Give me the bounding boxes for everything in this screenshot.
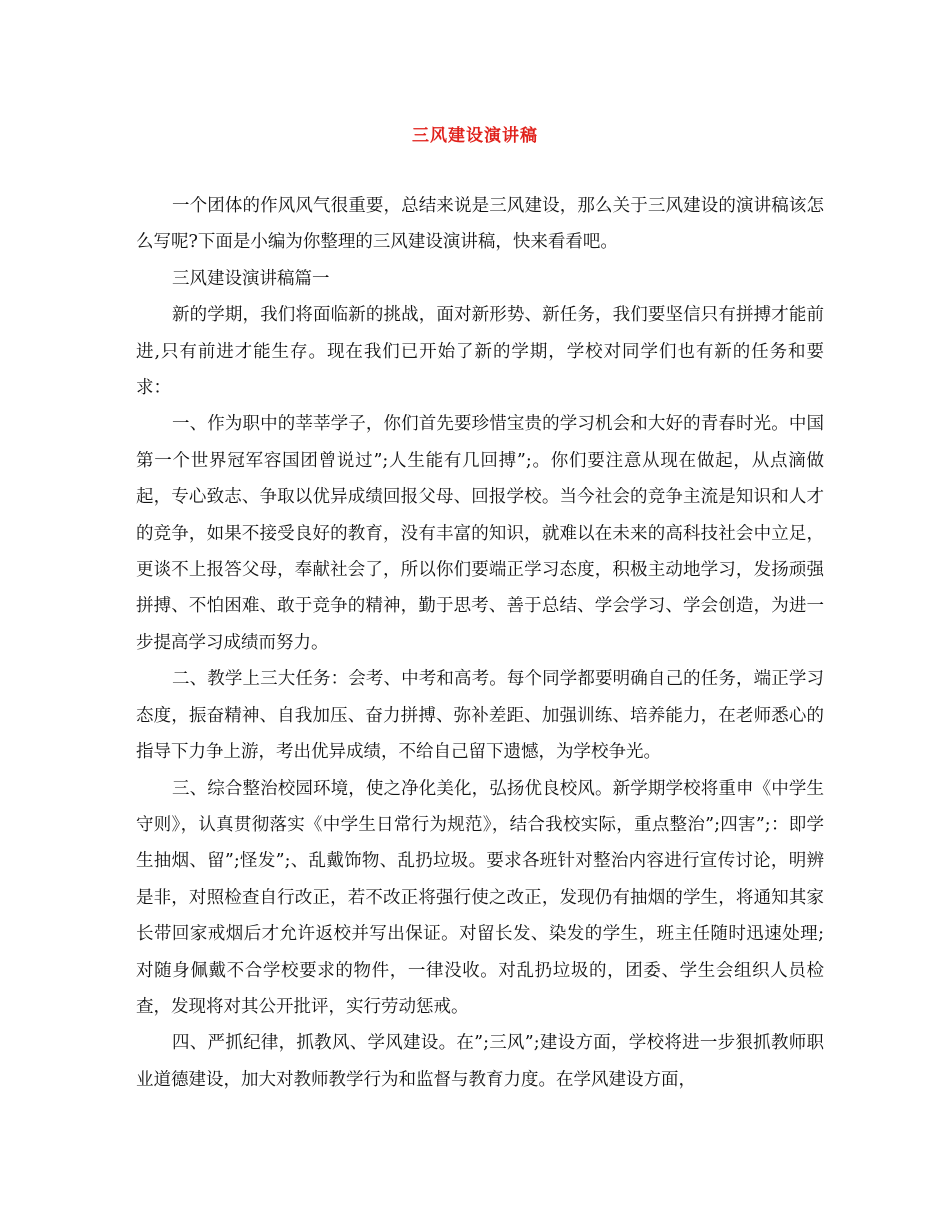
paragraph-new-semester: 新的学期，我们将面临新的挑战，面对新形势、新任务，我们要坚信只有拼搏才能前进,只有前进才能生存。现在我们已开始了新的学期，学校对同学们也有新的任务和要求：	[136, 305, 824, 399]
paragraph-intro: 一个团体的作风风气很重要，总结来说是三风建设，那么关于三风建设的演讲稿该怎么写呢?下面是小编为你整理的三风建设演讲稿，快来看看吧。	[136, 196, 824, 253]
document-title: 三风建设演讲稿	[412, 126, 538, 146]
paragraph-section-heading: 三风建设演讲稿篇一	[172, 268, 330, 289]
paragraph-point-one: 一、作为职中的莘莘学子，你们首先要珍惜宝贵的学习机会和大好的青春时光。中国第一个世界冠军容国团曾说过”;人生能有几回搏”;。你们要注意从现在做起，从点滴做起，专心致志、争取以优异成绩回报父母、回报学校。当今社会的竞争主流是知识和人才的竞争，如果不接受良好的教育，没有丰富的知识，就难以在未来的高科技社会中立足，更谈不上报答父母，奉献社会了，所以你们要端正学习态度，积极主动地学习，发扬顽强拼搏、不怕困难、敢于竞争的精神，勤于思考、善于总结、学会学习、学会创造，为进一步提高学习成绩而努力。	[136, 414, 824, 653]
paragraph-point-three: 三、综合整治校园环境，使之净化美化，弘扬优良校风。新学期学校将重申《中学生守则》，认真贯彻落实《中学生日常行为规范》，结合我校实际，重点整治”;四害”;：即学生抽烟、留”;怪发”;、乱戴饰物、乱扔垃圾。要求各班针对整治内容进行宣传讨论，明辨是非，对照检查自行改正，若不改正将强行使之改正，发现仍有抽烟的学生，将通知其家长带回家戒烟后才允许返校并写出保证。对留长发、染发的学生，班主任随时迅速处理;对随身佩戴不合学校要求的物件，一律没收。对乱扔垃圾的，团委、学生会组织人员检查，发现将对其公开批评，实行劳动惩戒。	[136, 778, 824, 1017]
document-body	[136, 188, 824, 1098]
paragraph-point-four: 四、严抓纪律，抓教风、学风建设。在”;三风”;建设方面，学校将进一步狠抓教师职业道德建设，加大对教师教学行为和监督与教育力度。在学风建设方面，	[136, 1033, 824, 1090]
paragraph-point-two: 二、教学上三大任务：会考、中考和高考。每个同学都要明确自己的任务，端正学习态度，振奋精神、自我加压、奋力拼搏、弥补差距、加强训练、培养能力，在老师悉心的指导下力争上游，考出优异成绩，不给自己留下遗憾，为学校争光。	[136, 669, 824, 763]
